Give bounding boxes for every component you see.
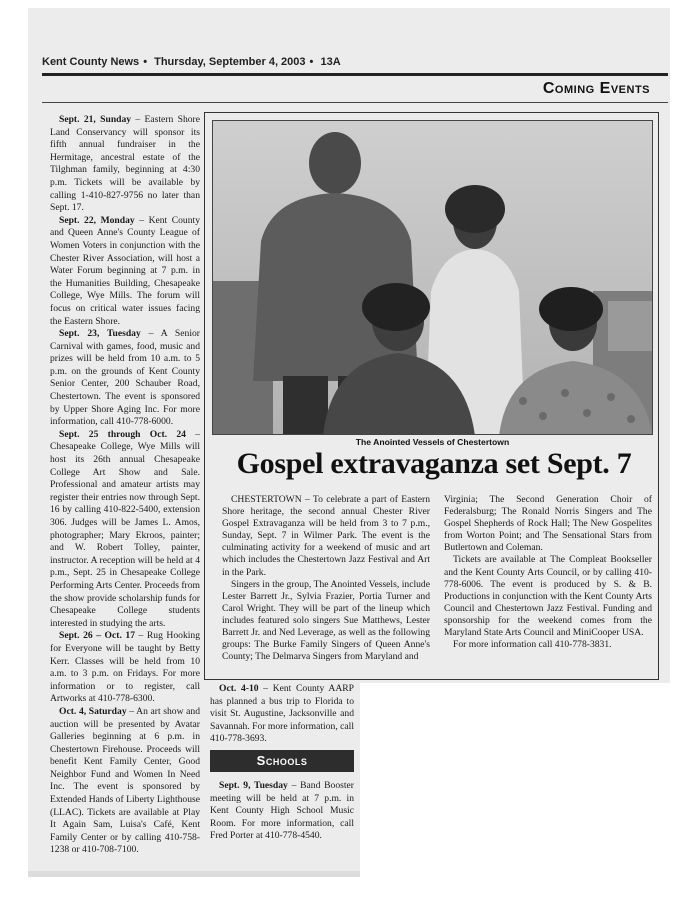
event-date: Sept. 22, Monday bbox=[59, 214, 135, 226]
event-date: Sept. 26 – Oct. 17 bbox=[59, 630, 135, 642]
story-paragraph: Singers in the group, The Anointed Vessels, include Lester Barrett Jr., Sylvia Frazier, Portia Turner and Carol Wright. They will be part of the lineup which includes featured solo singers Sue Matthews, Lester Barrett Jr. and Ned Leverage, as well as the following groups: The Burke Family Singers of Queen Anne's County; The Delmarva Singers from Maryland and bbox=[222, 578, 430, 663]
story-paragraph: Tickets are available at The Compleat Bookseller and the Kent County Arts Council, or by calling 410-778-6006. The event is produced by S. & B. Productions in conjunction with the Kent County Arts Council and Chestertown Jazz Festival. Funding and sponsorship for the weekend comes from the Maryland State Arts Council and MiniCooper USA. bbox=[444, 554, 652, 639]
story-column-2 bbox=[444, 494, 652, 651]
event-text: A Senior Carnival with games, food, music and prizes will be held from 10 a.m. to 5 p.m. on the grounds of Kent County Senior Center, 200 Schauber Road, Chestertown. The event is sponsored by Upper Shore Aging Inc. For more information, call 410-778-6000. bbox=[50, 328, 200, 428]
event-date: Sept. 23, Tuesday bbox=[59, 328, 141, 340]
event-item: Sept. 23, Tuesday – A Senior Carnival with games, food, music and prizes will be held from 10 a.m. to 5 p.m. on the grounds of Kent County Senior Center, 200 Schauber Road, Chestertown. The event is sponsored by Upper Shore Aging Inc. For more information, call 410-778-6000. bbox=[50, 328, 200, 428]
event-date: Sept. 25 through Oct. 24 bbox=[59, 428, 186, 440]
paper-name: Kent County News bbox=[42, 56, 140, 68]
issue-date: Thursday, September 4, 2003 bbox=[154, 56, 306, 68]
event-text: An art show and auction will be presented by Avatar Galleries beginning at 6 p.m. in Chestertown Firehouse. Proceeds will benefit Kent Family Center, Good Neighbor Fund and Women In Need Inc. The event is sponsored by Extended Hands of Liberty Lighthouse (LLAC). Tickets are available at Play It Again Sam, Luisa's Café, Kent Family Center or by calling 410-758-1238 or 410-708-7100. bbox=[50, 705, 200, 856]
schools-column bbox=[210, 780, 354, 843]
events-column bbox=[50, 114, 200, 857]
events-column-continued bbox=[210, 683, 354, 746]
event-text: Eastern Shore Land Conservancy will sponsor its fifth annual fundraiser in the Hermitage, ancestral estate of the Tilghman family, beginning at 4:30 p.m. Tickets will be available by calling 1-410-827-9756 no later than Sept. 17. bbox=[50, 114, 200, 214]
story-paragraph: For more information call 410-778-3831. bbox=[453, 639, 612, 651]
page-number: 13A bbox=[320, 56, 341, 68]
event-date: Oct. 4, Saturday bbox=[59, 705, 127, 717]
story-paragraph: Virginia; The Second Generation Choir of Federalsburg; The Ronald Norris Singers and The Gospel Shepherds of Rock Hall; The New Gospelites from Worton Point; and The Sensational Stars from Butlertown and Coleman. bbox=[444, 494, 652, 554]
event-item: Sept. 25 through Oct. 24 – Chesapeake College, Wye Mills will host its 26th annual Chesapeake College Art Show and Sale. Professional and amateur artists may register their entries now through Sept. 16 by calling 410-822-5400, extension 306. Judges will be James L. Amos, photographer; Mary Ekroos, painter; and W. Robert Tolley, painter, instructor. A reception will be held at 4 p.m., Sept. 25 in Chesapeake College Performing Arts Center. Proceeds from the show provide scholarship funds for Chesapeake College students interested in studying the arts. bbox=[50, 428, 201, 629]
group-photo bbox=[212, 120, 653, 435]
event-text: Kent County and Queen Anne's County League of Women Voters in conjunction with the Chester River Association, will host a Water Forum beginning at 7 p.m. in the Humanities Building, Chesapeake College, Wye Mills. The forum will focus on critical water issues facing the Eastern Shore. bbox=[50, 214, 200, 327]
section-rule bbox=[42, 102, 668, 103]
event-item: Sept. 26 – Oct. 17 – Rug Hooking for Everyone will be taught by Betty Kerr. Classes will be held from 10 a.m. to 3 p.m. on Fridays. For more information or to register, call Artworks at 410-778-6300. bbox=[50, 630, 201, 705]
story-paragraph: CHESTERTOWN – To celebrate a part of Eastern Shore heritage, the second annual Chester River Gospel Extravaganza will be held from 3 to 7 p.m., Sunday, Sept. 7 in Wilmer Park. The event is the culminating activity for a weekend of music and art which includes the Chestertown Jazz Festival and Art in the Park. bbox=[222, 494, 430, 578]
torn-edge bbox=[28, 871, 360, 877]
event-item: Sept. 9, Tuesday – Band Booster meeting will be held at 7 p.m. in Kent County High School Music Room. For more information, call Fred Porter at 410-778-4540. bbox=[210, 780, 354, 842]
schools-heading: Schools bbox=[210, 750, 354, 772]
photo-caption: The Anointed Vessels of Chestertown bbox=[355, 437, 510, 447]
event-date: Oct. 4-10 bbox=[219, 683, 259, 694]
event-item: Oct. 4-10 – Kent County AARP has planned a bus trip to Florida to visit St. Augustine, Jacksonville and Savannah. For more information, call 410-778-3693. bbox=[210, 683, 354, 745]
event-item: Sept. 21, Sunday – Eastern Shore Land Conservancy will sponsor its fifth annual fundraiser in the Hermitage, ancestral estate of the Tilghman family, beginning at 4:30 p.m. Tickets will be available by calling 1-410-827-9756 no later than Sept. 17. bbox=[50, 114, 200, 214]
photo-illustration bbox=[213, 121, 653, 435]
story-column-1 bbox=[222, 494, 430, 663]
event-item: Sept. 22, Monday – Kent County and Queen Anne's County League of Women Voters in conjunction with the Chester River Association, will host a Water Forum beginning at 7 p.m. in the Humanities Building, Chesapeake College, Wye Mills. The forum will focus on critical water issues facing the Eastern Shore. bbox=[50, 214, 200, 327]
story-headline: Gospel extravaganza set Sept. 7 bbox=[236, 447, 632, 480]
event-text: Band Booster meeting will be held at 7 p.m. in Kent County High School Music Room. For more information, call Fred Porter at 410-778-4540. bbox=[210, 780, 354, 842]
event-text: Kent County AARP has planned a bus trip to Florida to visit St. Augustine, Jacksonville and Savannah. For more information, call 410-778-3693. bbox=[210, 683, 354, 745]
masthead-rule bbox=[42, 73, 668, 76]
page-masthead: Kent County News • Thursday, September 4, 2003 • 13A bbox=[42, 56, 341, 68]
event-date: Sept. 9, Tuesday bbox=[219, 780, 288, 791]
event-text: Rug Hooking for Everyone will be taught by Betty Kerr. Classes will be held from 10 a.m. to 3 p.m. on Fridays. For more information or to register, call Artworks at 410-778-6300. bbox=[50, 630, 201, 705]
event-date: Sept. 21, Sunday bbox=[59, 114, 132, 125]
event-text: Chesapeake College, Wye Mills will host its 26th annual Chesapeake College Art Show and Sale. Professional and amateur artists may register their entries now through Sept. 16 by calling 410-822-5400, extension 306. Judges will be James L. Amos, photographer; Mary Ekroos, painter; and W. Robert Tolley, painter, instructor. A reception will be held at 4 p.m., Sept. 25 in Chesapeake College Performing Arts Center. Proceeds from the show provide scholarship funds for Chesapeake College students interested in studying the arts. bbox=[50, 441, 201, 629]
event-item: Oct. 4, Saturday – An art show and auction will be presented by Avatar Galleries beginning at 6 p.m. in Chestertown Firehouse. Proceeds will benefit Kent Family Center, Good Neighbor Fund and Women In Need Inc. The event is sponsored by Extended Hands of Liberty Lighthouse (LLAC). Tickets are available at Play It Again Sam, Luisa's Café, Kent Family Center or by calling 410-758-1238 or 410-708-7100. bbox=[50, 705, 200, 856]
section-title: Coming Events bbox=[542, 80, 650, 97]
